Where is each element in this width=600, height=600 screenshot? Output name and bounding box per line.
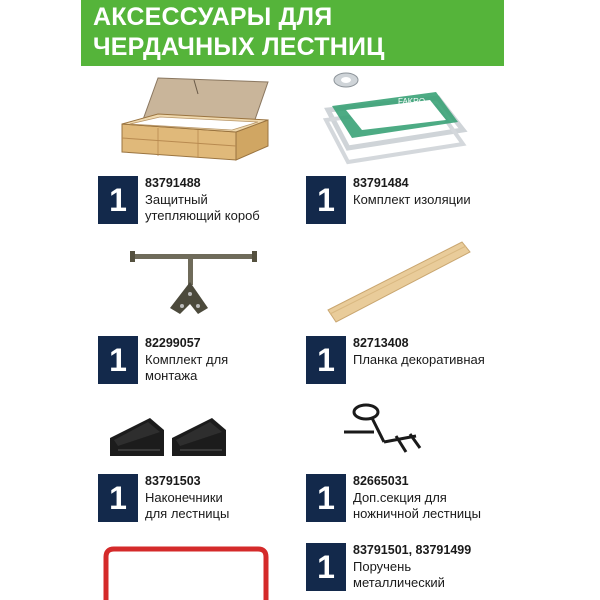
item-description-line-2: для лестницы: [145, 506, 230, 521]
list-item: [306, 176, 506, 224]
quantity-badge: 1: [98, 474, 138, 522]
item-description-line-1: Доп.секция для: [353, 490, 447, 505]
list-item: [306, 336, 506, 384]
item-description-line-1: Комплект для: [145, 352, 229, 367]
insulation-kit-icon: [318, 70, 468, 170]
item-description: [145, 352, 228, 384]
article-code: 82713408: [353, 336, 409, 350]
list-item: [98, 474, 298, 522]
svg-text:FAKRO: FAKRO: [398, 97, 426, 106]
list-item: [98, 176, 298, 224]
scissor-section-icon: [336, 396, 426, 461]
list-item: [98, 336, 298, 384]
quantity-badge: 1: [306, 543, 346, 591]
item-description: [353, 559, 445, 591]
item-description-line-2: монтажа: [145, 368, 198, 383]
quantity-badge: 1: [306, 336, 346, 384]
quantity-badge: 1: [98, 176, 138, 224]
item-description: [353, 352, 485, 368]
quantity-badge: 1: [306, 176, 346, 224]
article-code: 83791484: [353, 176, 409, 190]
article-code: 83791488: [145, 176, 201, 190]
title-line-2: ЧЕРДАЧНЫХ ЛЕСТНИЦ: [93, 33, 385, 61]
title-banner: [81, 0, 504, 66]
ladder-tips-icon: [104, 410, 234, 465]
metal-handrail-icon: [96, 543, 276, 600]
title-line-1: АКСЕССУАРЫ ДЛЯ: [93, 3, 333, 31]
quantity-badge: 1: [306, 474, 346, 522]
item-description-line-1: Наконечники: [145, 490, 223, 505]
article-code: 82665031: [353, 474, 409, 488]
item-description: [145, 192, 260, 224]
list-item: [306, 474, 506, 522]
item-description-line-2: ножничной лестницы: [353, 506, 481, 521]
article-code: 83791501, 83791499: [353, 543, 472, 557]
item-description-line-2: металлический: [353, 575, 445, 590]
decorative-strip-icon: [326, 240, 471, 325]
insulated-box-icon: [118, 72, 278, 172]
item-description-line-2: утепляющий короб: [145, 208, 260, 223]
item-description: [353, 490, 481, 522]
list-item: [306, 543, 506, 591]
item-description: [145, 490, 229, 522]
item-description-line-1: Комплект изоляции: [353, 192, 471, 207]
quantity-badge: 1: [98, 336, 138, 384]
article-code: 82299057: [145, 336, 201, 350]
item-description: [353, 192, 471, 208]
item-description-line-1: Планка декоративная: [353, 352, 485, 367]
item-description-line-1: Поручень: [353, 559, 412, 574]
article-code: 83791503: [145, 474, 201, 488]
item-description-line-1: Защитный: [145, 192, 208, 207]
mounting-kit-icon: [130, 248, 260, 328]
